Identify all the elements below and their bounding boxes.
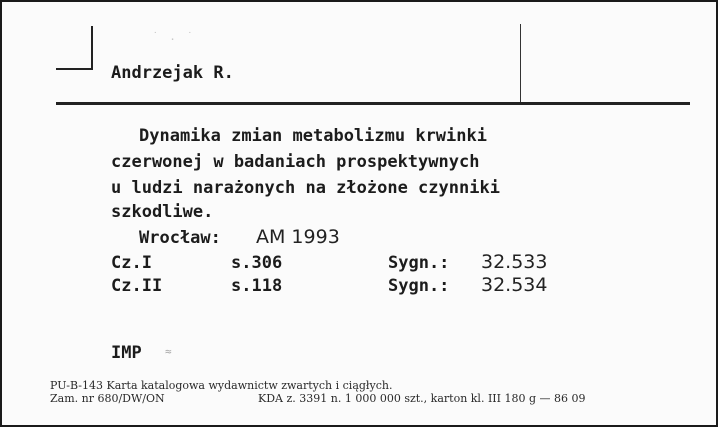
corner-mark-vertical bbox=[91, 26, 93, 70]
pages-label: s.306 bbox=[231, 253, 283, 273]
part-label: Cz.I bbox=[111, 253, 152, 273]
stamp-text: IMP bbox=[111, 343, 142, 363]
title-line: czerwonej w badaniach prospektywnych bbox=[111, 152, 480, 172]
sygn-label: Sygn.: bbox=[388, 276, 450, 296]
sygn-value: 32.534 bbox=[481, 274, 548, 296]
corner-mark-horizontal bbox=[56, 68, 92, 70]
footer-order: Zam. nr 680/DW/ON bbox=[50, 392, 165, 405]
footer-line: PU-B-143 Karta katalogowa wydawnictw zwartych i ciągłych. bbox=[50, 379, 393, 392]
title-line: u ludzi narażonych na złożone czynniki bbox=[111, 178, 500, 198]
stamp-smudge: ≈ bbox=[165, 345, 172, 358]
pages-label: s.118 bbox=[231, 276, 283, 296]
faint-mark: ˙ . ˙ bbox=[152, 30, 196, 43]
place-value: AM 1993 bbox=[256, 226, 340, 248]
footer-print-info: KDA z. 3391 n. 1 000 000 szt., karton kl. III 180 g — 86 09 bbox=[258, 392, 586, 405]
place-label: Wrocław: bbox=[139, 228, 221, 248]
title-line: Dynamika zmian metabolizmu krwinki bbox=[139, 126, 487, 146]
author-heading: Andrzejak R. bbox=[111, 63, 234, 83]
heading-rule bbox=[56, 102, 690, 105]
sygn-value: 32.533 bbox=[481, 251, 548, 273]
title-line: szkodliwe. bbox=[111, 202, 214, 222]
column-divider bbox=[520, 24, 521, 102]
sygn-label: Sygn.: bbox=[388, 253, 450, 273]
part-label: Cz.II bbox=[111, 276, 163, 296]
